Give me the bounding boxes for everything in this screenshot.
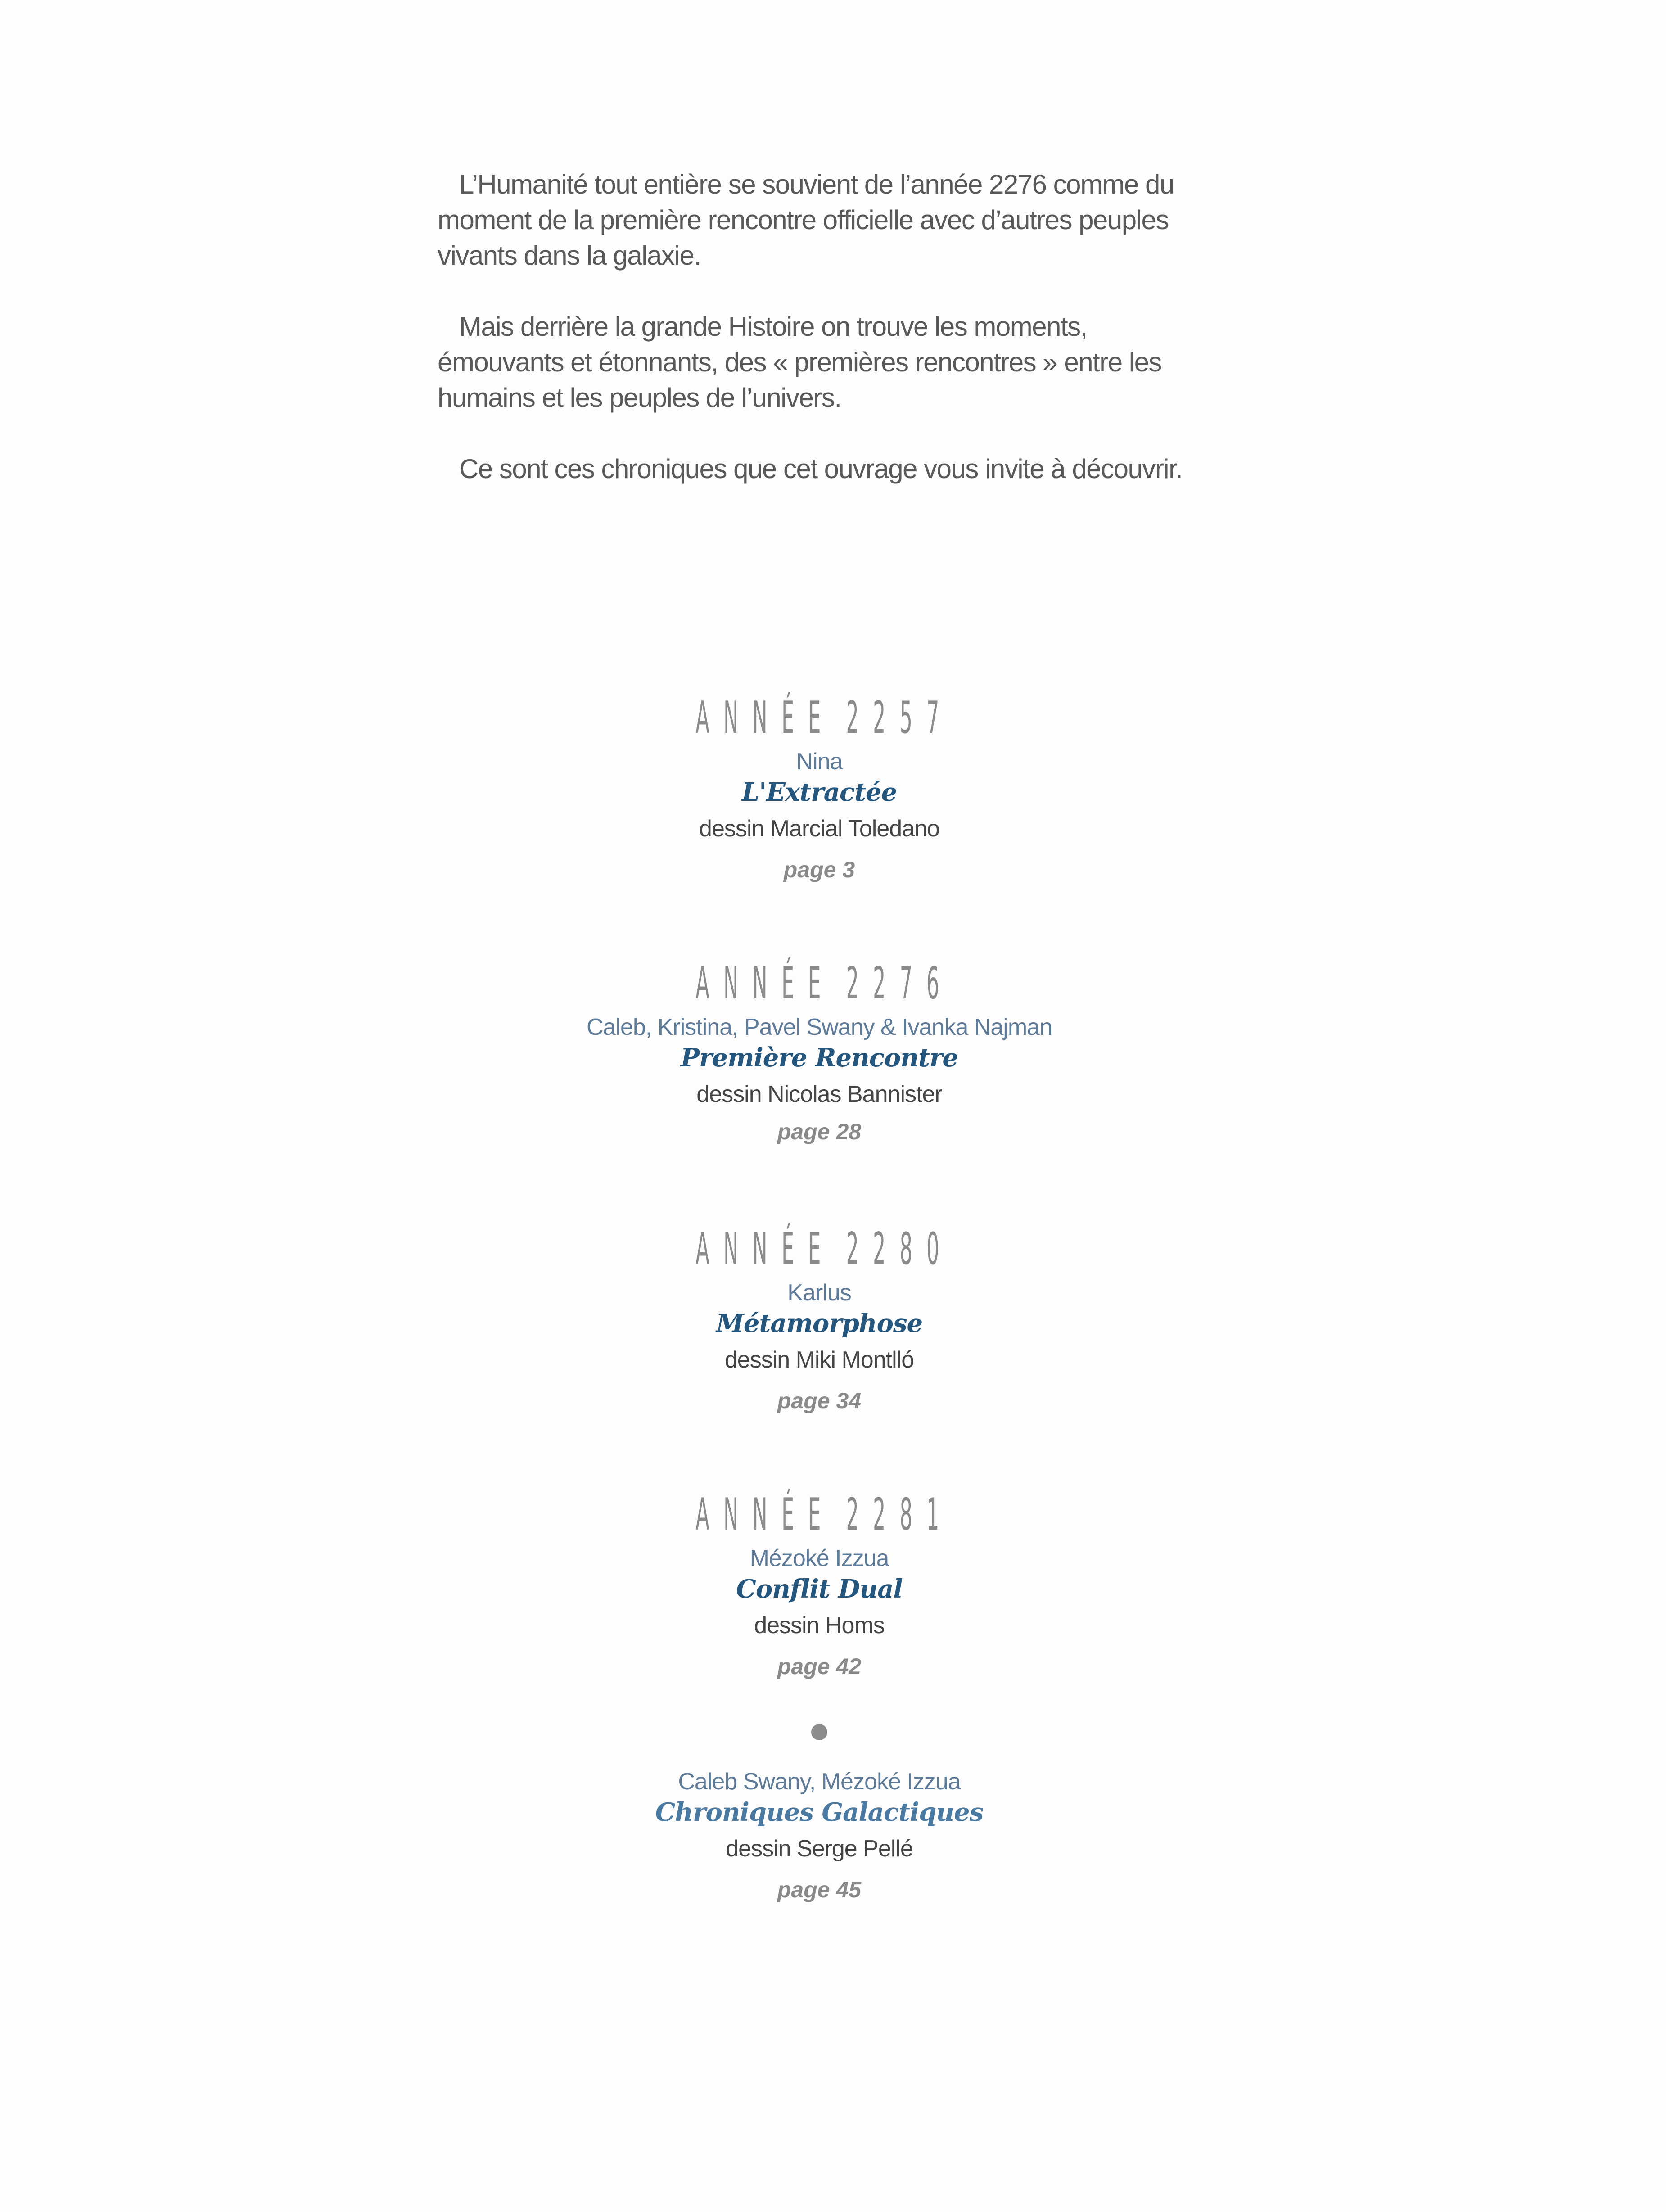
entry-title: Conflit Dual — [736, 1574, 903, 1604]
year-label: ANNÉE — [695, 958, 835, 1009]
toc-entry — [545, 959, 1094, 1224]
entry-title: Chroniques Galactiques — [655, 1797, 984, 1827]
introduction-text — [438, 167, 1185, 487]
toc-entry — [545, 693, 1094, 959]
entry-artist: dessin Homs — [754, 1612, 885, 1639]
entry-artist: dessin Serge Pellé — [726, 1836, 913, 1862]
entry-author: Caleb, Kristina, Pavel Swany & Ivanka Najman — [586, 1014, 1052, 1040]
entry-author: Mézoké Izzua — [749, 1545, 889, 1571]
entry-title: Première Rencontre — [680, 1043, 958, 1073]
year-heading — [695, 958, 953, 1009]
entry-author: Karlus — [787, 1280, 851, 1306]
intro-paragraph: L’Humanité tout entière se souvient de l’année 2276 comme du moment de la première rencontre officielle avec d’autres peuples vivants dans la galaxie. — [438, 169, 1174, 271]
year-number: 2280 — [846, 1223, 953, 1275]
entry-artist: dessin Miki Montlló — [724, 1347, 914, 1373]
entry-title: Métamorphose — [716, 1309, 923, 1338]
toc-entry-final — [545, 1767, 1094, 2033]
year-label: ANNÉE — [695, 1223, 835, 1275]
entry-page-link[interactable]: page 45 — [777, 1877, 862, 1902]
entry-artist: dessin Nicolas Bannister — [696, 1081, 942, 1107]
year-number: 2281 — [846, 1489, 953, 1540]
entry-title: L'Extractée — [741, 777, 897, 807]
entry-artist: dessin Marcial Toledano — [699, 816, 939, 842]
year-heading — [695, 692, 953, 744]
year-label: ANNÉE — [695, 1489, 835, 1540]
year-label: ANNÉE — [695, 692, 835, 744]
intro-paragraph: Ce sont ces chroniques que cet ouvrage vous invite à découvrir. — [459, 454, 1183, 484]
table-of-contents — [545, 693, 1094, 2033]
entry-page-link[interactable]: page 28 — [777, 1119, 862, 1144]
entry-author: Caleb Swany, Mézoké Izzua — [678, 1769, 961, 1795]
separator-dot — [811, 1724, 827, 1740]
year-number: 2276 — [846, 958, 953, 1009]
toc-entry — [545, 1490, 1094, 1724]
year-heading — [695, 1223, 953, 1275]
toc-entry — [545, 1224, 1094, 1490]
entry-page-link[interactable]: page 42 — [777, 1654, 862, 1679]
entry-page-link[interactable]: page 34 — [777, 1388, 862, 1413]
intro-paragraph: Mais derrière la grande Histoire on trouve les moments, émouvants et étonnants, des « premières rencontres » entre les humains et les peuples de l’univers. — [438, 311, 1161, 413]
year-number: 2257 — [846, 692, 953, 744]
entry-author: Nina — [796, 749, 843, 775]
year-heading — [695, 1489, 953, 1540]
entry-page-link[interactable]: page 3 — [783, 857, 855, 882]
